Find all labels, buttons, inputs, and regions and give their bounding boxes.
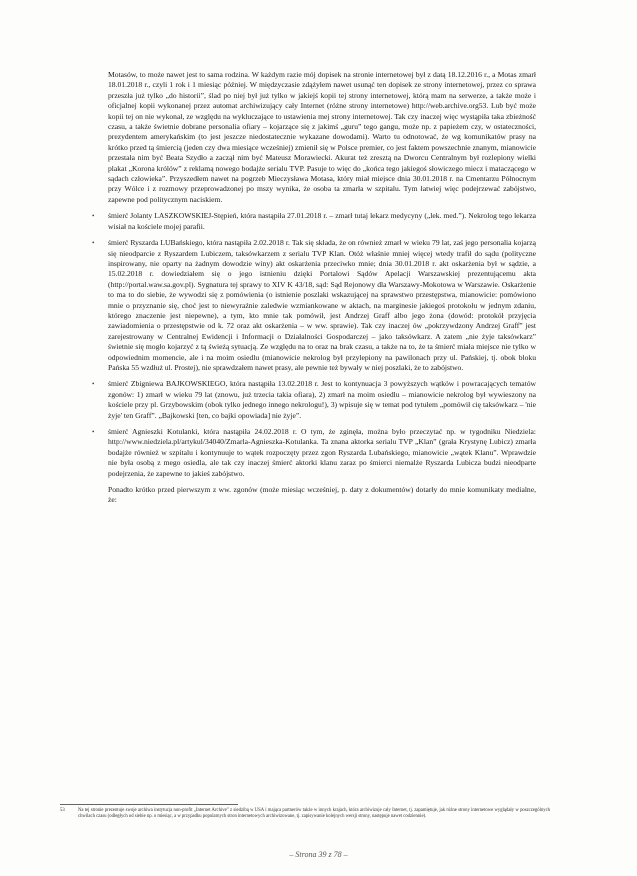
list-item xyxy=(92,211,536,232)
footnote-text: Na tej stronie prezentuje swoje archiwa instytucja non-profit „Internet Archive” z siedzibą w USA i mająca partnerów także w innych krajach, która archiwizuje cały Internet, tj. zapamiętuje, jak różne strony internetowe wyglądały w poszczególnych chwilach czasu (odległych od siebie np. o miesiąc, a w przypadku popularnych stron internetowych archiwizowane, tj. zapisywanie kolejnych wersji strony, następuje nawet codziennie). xyxy=(78,808,550,820)
bullet-icon: • xyxy=(92,380,95,389)
page-number: – Strona 39 z 78 – xyxy=(289,850,348,859)
closing-paragraph: Ponadto krótko przed pierwszym z ww. zgonów (może miesiąc wcześniej, p. daty z dokumentów) dotarły do mnie komunikaty medialne, że: xyxy=(108,485,536,505)
list-item-text: śmierć Jolanty LASZKOWSKIEJ-Stępień, która nastąpiła 27.01.2018 r. – zmarł tutaj lekarz medycyny („lek. med.”). Nekrolog tego lekarza wisiał na kościele mojej parafii. xyxy=(108,211,536,231)
bullet-icon: • xyxy=(92,239,95,248)
bullet-icon: • xyxy=(92,428,95,436)
list-item-text: śmierć Agnieszki Kotulanki, która nastąpiła 24.02.2018 r. O tym, że zginęła, można było przeczytać np. w tygodniku Niedziela: http://www.niedziela.pl/artykul/34040/Zmarla-Agnieszka-Kotulanka. Ta znana aktorka serialu TVP „Klan” (grała Krystynę Lubicz) zmarła bodajże również w szpitalu i kontynuuje to wątek rozpoczęty przez zgon Ryszarda Lubańskiego, mianowicie „wątek Klanu”. Wprawdzie nie była osobą z mego osiedla, ale tak czy inaczej śmierć aktorki klanu zaraz po śmierci niemalże Ryszarda Lubicza budzi nieodparte podejrzenia, że zapewne to jakieś zabójstwo. xyxy=(108,427,536,478)
paragraph-1: Motasów, to może nawet jest to sama rodzina. W każdym razie mój dopisek na stronie internetowej był z datą 18.12.2016 r., a Motas zmarł 18.01.2018 r., czyli 1 rok i 1 miesiąc później. W międzyczasie zdążyłem nawet usunąć ten dopisek ze strony internetowej, przez co sprawa przeszła już tylko „do historii”, ślad po niej był już tylko w jakiejś kopii tej strony internetowej, którą mam na serwerze, a także może i oficjalnej kopii wykonanej przez automat archiwizujący cały Internet (różne strony internetowe) http://web.archive.org53. Lub być może kopii tej on nie wykonał, ze względu na wykluczające to ustawienia mej strony internetowej. Tak czy inaczej więc wystąpiła taka zbieżność czasu, a także świetnie dobrane personalia ofiary – kojarzące się z jakimś „guru” tego gangu, może np. z papieżem czy, w ostateczności, prezydentem amerykańskim (to jest jeszcze niedostatecznie wykazane dowodami). Warto tu odnotować, że wg komunikatów prasy na krótko przed tą śmiercią (jeden czy dwa miesiące wcześniej) zmienił się w Polsce premier, co jest faktem powszechnie znanym, mianowicie przestała nim być Beata Szydło a zaczął nim być Mateusz Morawiecki. Akurat też zresztą na Dworcu Centralnym był rozlepiony wielki plakat „Korona królów” z reklamą nowego bodajże serialu TVP. Pasuje to więc do „końca tego jakiegoś słowiczego miecz i mataczącego w sądach człowieka”. Przyszedłem nawet na pogrzeb Mieczysława Motasa, który miał miejsce dnia 30.01.2018 r. na Cmentarzu Północnym przy Wólce i z rozmowy przeprowadzonej po mszy wynika, że osoba ta zmarła w szpitalu. Tym łatwiej więc podejrzewać zabójstwo, zapewne pod politycznym naciskiem. xyxy=(108,70,536,204)
list-item xyxy=(92,427,536,479)
footnote xyxy=(60,808,550,820)
list-item xyxy=(92,379,536,421)
footnote-number: 53 xyxy=(60,808,65,813)
list-item-text: śmierć Zbigniewa BAJKOWSKIEGO, która nastąpiła 13.02.2018 r. Jest to kontynuacja 3 powyższych wątków i powracających tematów zgonów: 1) zmarł w wieku 79 lat (znowu, już trzecia takia ofiara), 2) zmarł na moim osiedlu – mianowicie nekrolog był wywieszony na kościele przy pl. Grzybowskim (obok tylko jednego innego nekrologu!), 3) wpisuje się w temat pod tytułem „pomówił cię taksówkarz – 'nie żyje' ten Graff”. „Bajkowski [ten, co bajki opowiada] nie żyje”. xyxy=(108,379,536,420)
bullet-icon: • xyxy=(92,212,95,221)
list-item-text: śmierć Ryszarda LUBańskiego, która nastąpiła 2.02.2018 r. Tak się składa, że on również zmarł w wieku 79 lat, zaś jego personalia kojarzą się nieodparcie z Ryszardem Lubiczem, taksówkarzem z serialu TVP Klan. Otóż właśnie mniej więcej wtedy trafił do sądu (polityczne inspirowany, nie oparty na żadnym dowodzie winy) akt oskarżenia przeciwko mnie; dnia 30.01.2018 r. akt oskarżenia był w sądzie, a 15.02.2018 r. dowiedziałem się o jego istnieniu dzięki Portalowi Sądów Apelacji Warszawskiej prezentującemu akta (http://portal.waw.sa.gov.pl). Sygnatura tej sprawy to XIV K 43/18, sąd: Sąd Rejonowy dla Warszawy-Mokotowa w Warszawie. Oskarżenie to ma to do siebie, że wywodzi się z pomówienia (o istnienie poszlaki wskazującej na sprawstwo przestępstwa, mianowicie: pomówiono mnie o przyznanie się, choć jest to niewyraźnie zaledwie wzmiankowane w aktach, na marginesie jakiegoś protokołu w jednym zdaniu, którego znaczenie jest niepewne), a tym, kto mnie tak pomówił, jest Andrzej Graff albo jego żona (dowód: protokół przyjęcia zawiadomienia o przestępstwie od k. 72 oraz akt oskarżenia – w ww. sprawie). Tak czy inaczej ów „pokrzywdzony Andrzej Graff” jest zarejestrowany w Centralnej Ewidencji i Informacji o Działalności Gospodarczej – jako taksówkarz. A zatem „nie żyje taksówkarz” świetnie się mogło kojarzyć z tą świeżą sytuacją. Ze względu na to oraz na brak czasu, a także na to, że ta śmierć miała miejsce nie tylko w odpowiednim momencie, ale i na moim osiedlu (mianowicie nekrolog był przylepiony na pawilonach przy ul. Pańskiej, tj. obok bloku Pańska 55 wzdłuż ul. Prostej), nie sprawdzałem nawet prasy, ale pewnie też bywały w niej poszlaki, że to zabójstwo. xyxy=(108,238,536,372)
list-item xyxy=(92,238,536,373)
main-text xyxy=(92,70,536,512)
footnote-divider xyxy=(60,804,238,805)
